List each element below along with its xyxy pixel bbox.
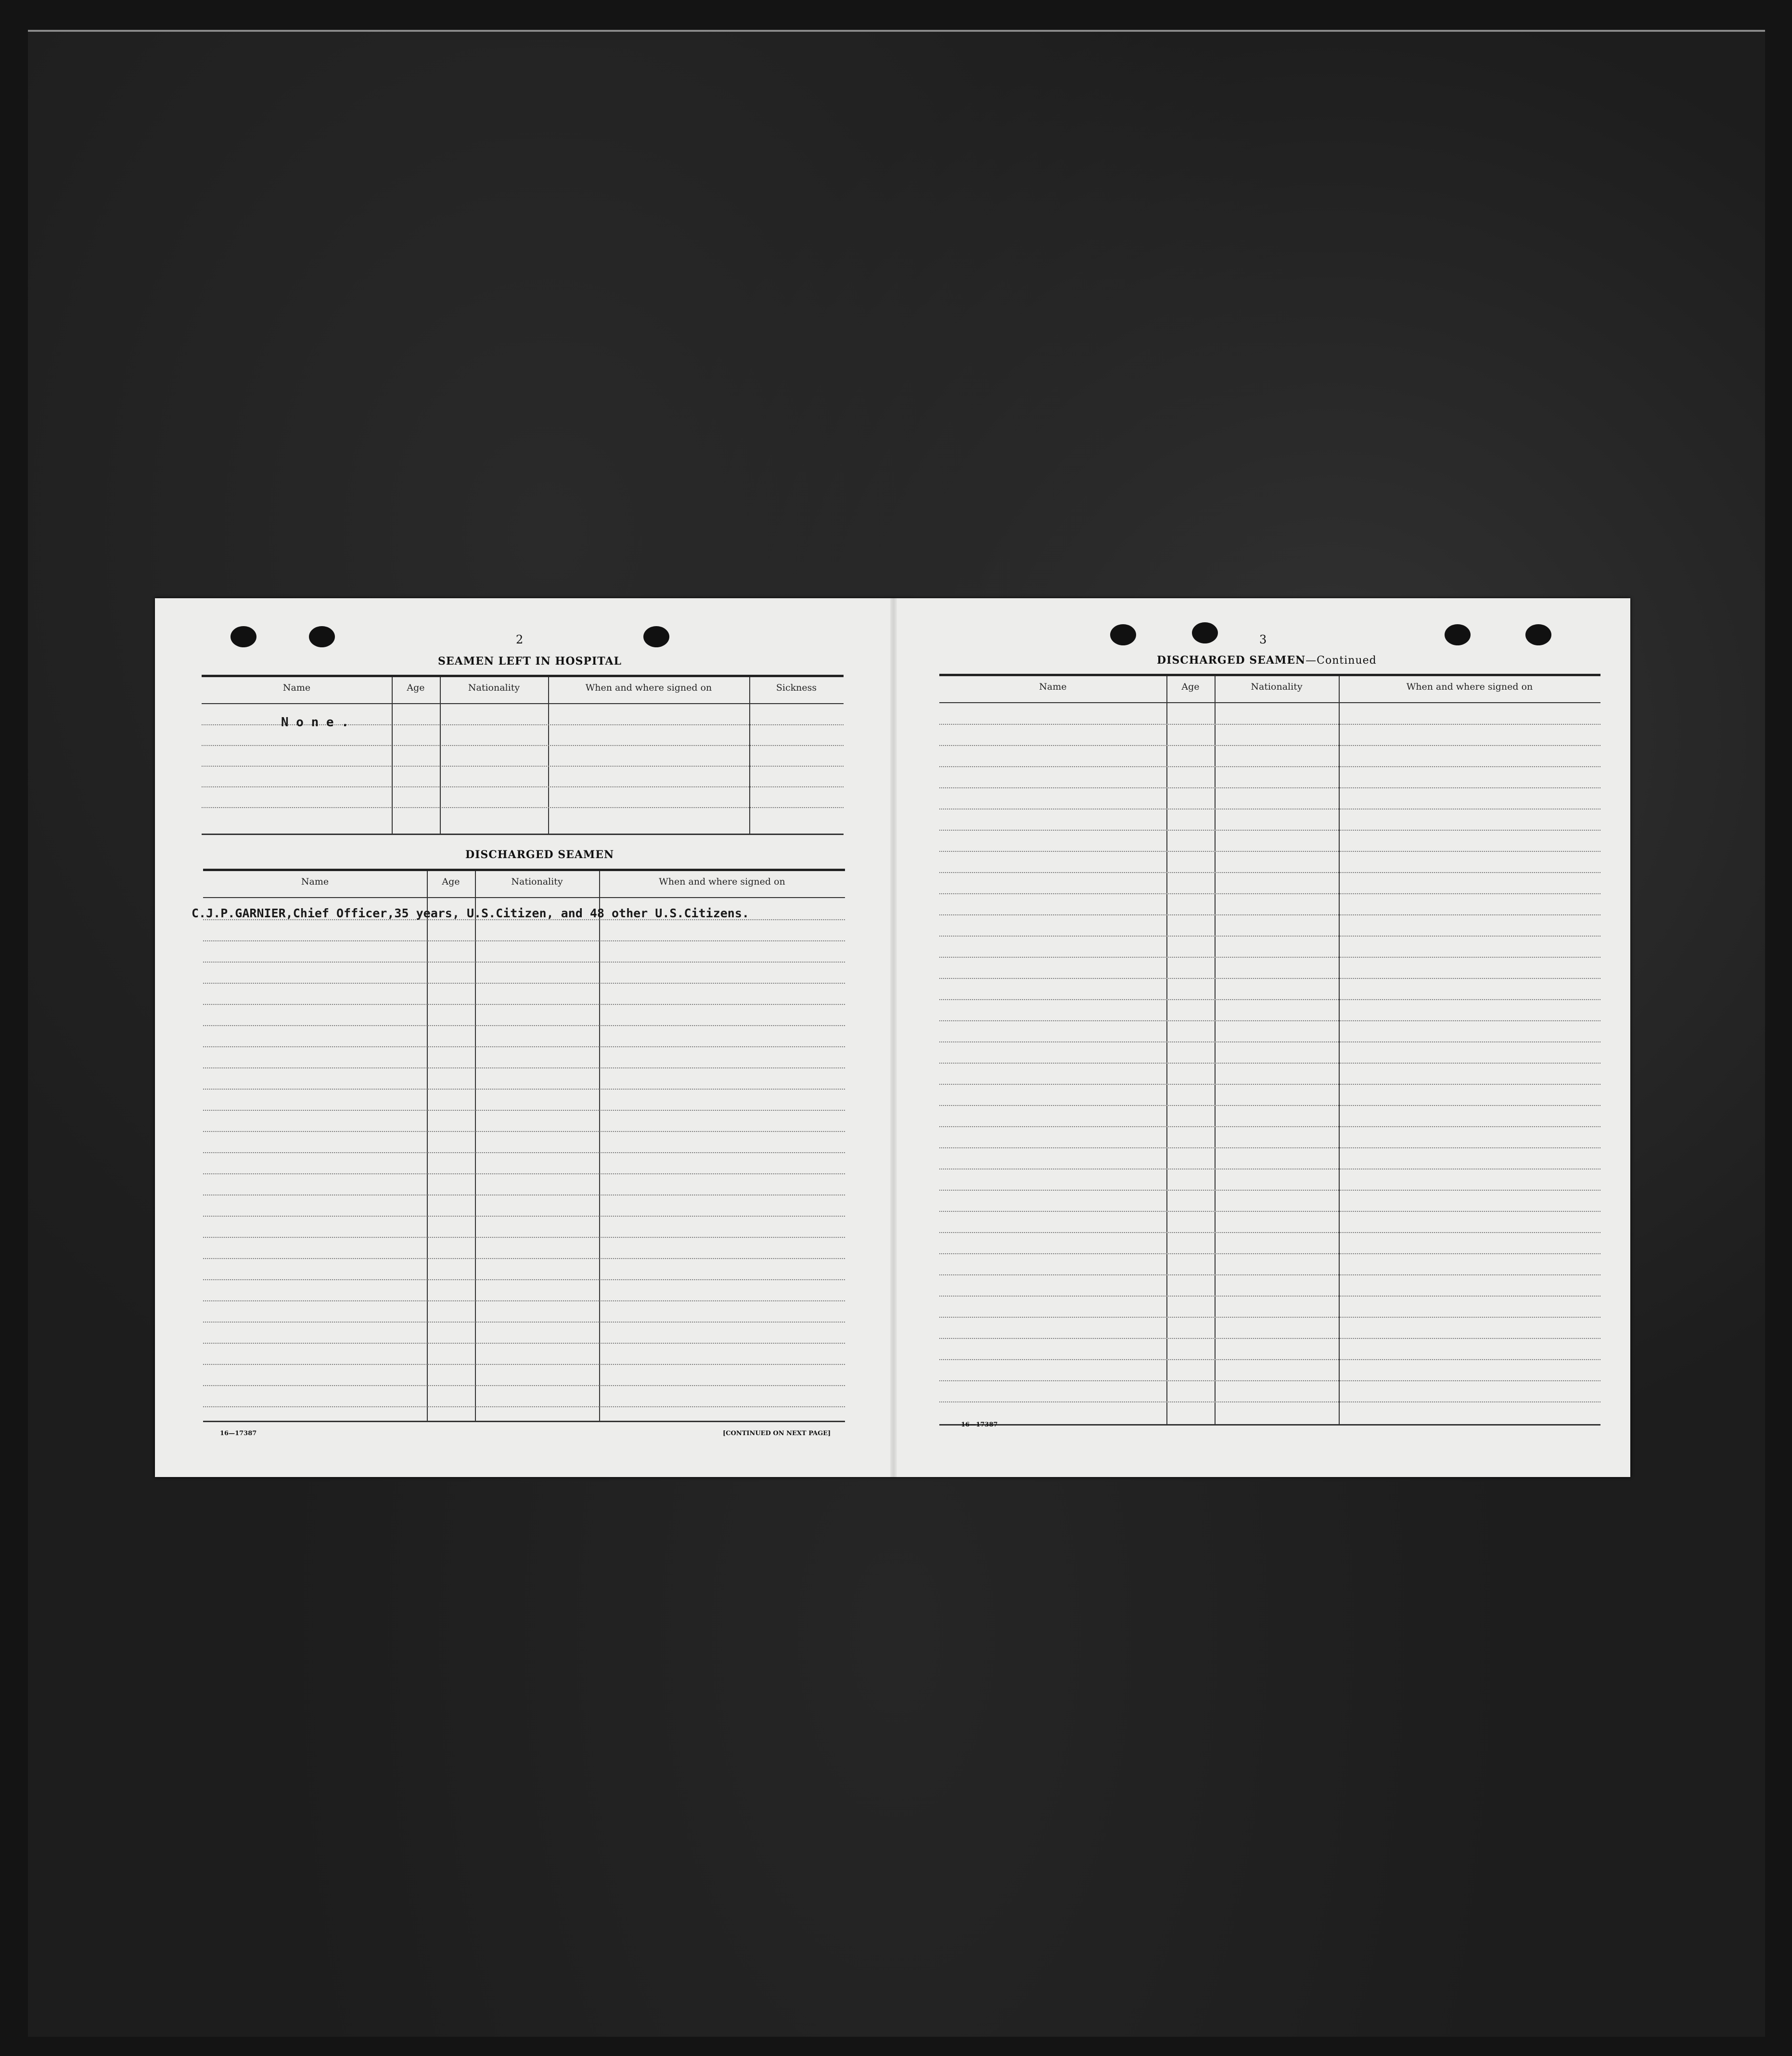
col-nationality-header: Nationality bbox=[511, 876, 563, 887]
discharged-table-header bbox=[203, 871, 845, 898]
col-signed-on-header: When and where signed on bbox=[1406, 681, 1533, 692]
discharged-table bbox=[203, 869, 845, 1422]
hospital-table-header bbox=[202, 677, 844, 704]
hospital-entry: N o n e . bbox=[281, 715, 349, 730]
binder-hole bbox=[1445, 624, 1471, 645]
col-nationality-header: Nationality bbox=[468, 682, 520, 693]
discharged-continued-header bbox=[939, 676, 1600, 703]
col-name-header: Name bbox=[301, 876, 329, 887]
continued-title-suffix: —Continued bbox=[1306, 655, 1377, 667]
col-age-header: Age bbox=[442, 876, 460, 887]
binder-hole bbox=[230, 626, 256, 647]
discharged-section-title: DISCHARGED SEAMEN bbox=[465, 848, 614, 861]
page-number-right: 3 bbox=[1259, 633, 1267, 646]
page-number-left: 2 bbox=[516, 633, 524, 646]
binder-hole bbox=[643, 626, 669, 647]
binder-hole bbox=[309, 626, 335, 647]
form-number-left: 16—17387 bbox=[220, 1430, 257, 1437]
continued-title-bold: DISCHARGED SEAMEN bbox=[1157, 654, 1306, 667]
col-sickness-header: Sickness bbox=[776, 682, 817, 693]
col-name-header: Name bbox=[282, 682, 311, 693]
binder-hole bbox=[1110, 624, 1136, 645]
col-name-header: Name bbox=[1039, 681, 1067, 692]
col-age-header: Age bbox=[1181, 681, 1200, 692]
col-signed-on-header: When and where signed on bbox=[659, 876, 785, 887]
form-spread bbox=[155, 598, 1630, 1477]
continued-section-title bbox=[1157, 654, 1377, 667]
hospital-section-title: SEAMEN LEFT IN HOSPITAL bbox=[438, 655, 622, 668]
discharged-continued-table bbox=[939, 674, 1600, 1426]
col-age-header: Age bbox=[407, 682, 425, 693]
hospital-table bbox=[202, 675, 844, 835]
col-signed-on-header: When and where signed on bbox=[585, 682, 712, 693]
col-nationality-header: Nationality bbox=[1251, 681, 1303, 692]
binder-hole bbox=[1192, 622, 1218, 643]
page-gutter bbox=[890, 598, 897, 1477]
binder-hole bbox=[1525, 624, 1551, 645]
discharged-entry: C.J.P.GARNIER,Chief Officer,35 years, U.S.Citizen, and 48 other U.S.Citizens. bbox=[192, 906, 749, 920]
continued-note: [CONTINUED ON NEXT PAGE] bbox=[723, 1430, 831, 1437]
form-number-right: 16—17387 bbox=[961, 1421, 998, 1428]
